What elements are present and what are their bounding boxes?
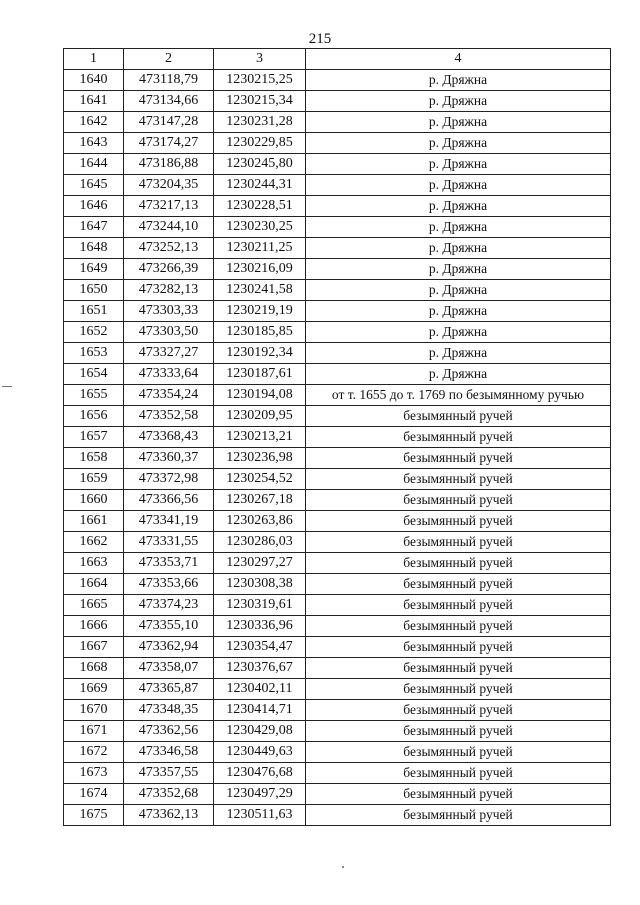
table-row bbox=[64, 637, 611, 658]
y-coordinate-cell: 1230297,27 bbox=[214, 553, 306, 574]
table-row bbox=[64, 343, 611, 364]
x-coordinate-cell: 473368,43 bbox=[124, 427, 214, 448]
table-row bbox=[64, 133, 611, 154]
description-cell: безымянный ручей bbox=[306, 805, 611, 826]
table-row bbox=[64, 532, 611, 553]
y-coordinate-cell: 1230476,68 bbox=[214, 763, 306, 784]
point-number-cell: 1659 bbox=[64, 469, 124, 490]
x-coordinate-cell: 473362,56 bbox=[124, 721, 214, 742]
table-row bbox=[64, 490, 611, 511]
description-cell: р. Дряжна bbox=[306, 301, 611, 322]
table-row bbox=[64, 448, 611, 469]
table-row bbox=[64, 616, 611, 637]
point-number-cell: 1650 bbox=[64, 280, 124, 301]
table-row bbox=[64, 553, 611, 574]
y-coordinate-cell: 1230308,38 bbox=[214, 574, 306, 595]
y-coordinate-cell: 1230414,71 bbox=[214, 700, 306, 721]
x-coordinate-cell: 473186,88 bbox=[124, 154, 214, 175]
point-number-cell: 1640 bbox=[64, 70, 124, 91]
table-row bbox=[64, 595, 611, 616]
point-number-cell: 1645 bbox=[64, 175, 124, 196]
column-header-4: 4 bbox=[306, 49, 611, 70]
point-number-cell: 1674 bbox=[64, 784, 124, 805]
description-cell: р. Дряжна bbox=[306, 217, 611, 238]
y-coordinate-cell: 1230402,11 bbox=[214, 679, 306, 700]
point-number-cell: 1651 bbox=[64, 301, 124, 322]
description-cell: безымянный ручей bbox=[306, 532, 611, 553]
point-number-cell: 1656 bbox=[64, 406, 124, 427]
table-row bbox=[64, 721, 611, 742]
description-cell: р. Дряжна bbox=[306, 364, 611, 385]
column-header-1: 1 bbox=[64, 49, 124, 70]
description-cell: безымянный ручей bbox=[306, 763, 611, 784]
point-number-cell: 1648 bbox=[64, 238, 124, 259]
point-number-cell: 1665 bbox=[64, 595, 124, 616]
table-row bbox=[64, 469, 611, 490]
x-coordinate-cell: 473352,58 bbox=[124, 406, 214, 427]
description-cell: безымянный ручей bbox=[306, 448, 611, 469]
point-number-cell: 1663 bbox=[64, 553, 124, 574]
y-coordinate-cell: 1230511,63 bbox=[214, 805, 306, 826]
y-coordinate-cell: 1230267,18 bbox=[214, 490, 306, 511]
table-row bbox=[64, 217, 611, 238]
point-number-cell: 1670 bbox=[64, 700, 124, 721]
point-number-cell: 1658 bbox=[64, 448, 124, 469]
point-number-cell: 1673 bbox=[64, 763, 124, 784]
table-row bbox=[64, 322, 611, 343]
x-coordinate-cell: 473217,13 bbox=[124, 196, 214, 217]
table-row bbox=[64, 763, 611, 784]
x-coordinate-cell: 473303,33 bbox=[124, 301, 214, 322]
point-number-cell: 1662 bbox=[64, 532, 124, 553]
y-coordinate-cell: 1230187,61 bbox=[214, 364, 306, 385]
x-coordinate-cell: 473374,23 bbox=[124, 595, 214, 616]
y-coordinate-cell: 1230211,25 bbox=[214, 238, 306, 259]
description-cell: безымянный ручей bbox=[306, 742, 611, 763]
description-cell: р. Дряжна bbox=[306, 175, 611, 196]
point-number-cell: 1647 bbox=[64, 217, 124, 238]
description-cell: безымянный ручей bbox=[306, 637, 611, 658]
y-coordinate-cell: 1230449,63 bbox=[214, 742, 306, 763]
table-row bbox=[64, 154, 611, 175]
point-number-cell: 1642 bbox=[64, 112, 124, 133]
table-row bbox=[64, 427, 611, 448]
x-coordinate-cell: 473244,10 bbox=[124, 217, 214, 238]
y-coordinate-cell: 1230286,03 bbox=[214, 532, 306, 553]
scan-dot bbox=[342, 866, 344, 868]
point-number-cell: 1669 bbox=[64, 679, 124, 700]
x-coordinate-cell: 473346,58 bbox=[124, 742, 214, 763]
y-coordinate-cell: 1230263,86 bbox=[214, 511, 306, 532]
description-cell: безымянный ручей bbox=[306, 721, 611, 742]
description-cell: р. Дряжна bbox=[306, 196, 611, 217]
x-coordinate-cell: 473331,55 bbox=[124, 532, 214, 553]
point-number-cell: 1668 bbox=[64, 658, 124, 679]
description-cell: безымянный ручей bbox=[306, 595, 611, 616]
x-coordinate-cell: 473348,35 bbox=[124, 700, 214, 721]
margin-mark bbox=[2, 386, 12, 387]
y-coordinate-cell: 1230254,52 bbox=[214, 469, 306, 490]
table-row bbox=[64, 259, 611, 280]
page-number: 215 bbox=[308, 31, 332, 47]
table-row bbox=[64, 784, 611, 805]
table-row bbox=[64, 574, 611, 595]
description-cell: р. Дряжна bbox=[306, 322, 611, 343]
x-coordinate-cell: 473353,66 bbox=[124, 574, 214, 595]
table-row bbox=[64, 112, 611, 133]
table-row bbox=[64, 175, 611, 196]
x-coordinate-cell: 473362,94 bbox=[124, 637, 214, 658]
table-row bbox=[64, 658, 611, 679]
x-coordinate-cell: 473360,37 bbox=[124, 448, 214, 469]
y-coordinate-cell: 1230194,08 bbox=[214, 385, 306, 406]
y-coordinate-cell: 1230429,08 bbox=[214, 721, 306, 742]
x-coordinate-cell: 473341,19 bbox=[124, 511, 214, 532]
point-number-cell: 1664 bbox=[64, 574, 124, 595]
point-number-cell: 1646 bbox=[64, 196, 124, 217]
table-body bbox=[64, 70, 611, 826]
table-row bbox=[64, 301, 611, 322]
x-coordinate-cell: 473372,98 bbox=[124, 469, 214, 490]
coordinates-table bbox=[63, 48, 611, 826]
description-cell: р. Дряжна bbox=[306, 238, 611, 259]
point-number-cell: 1641 bbox=[64, 91, 124, 112]
column-header-3: 3 bbox=[214, 49, 306, 70]
y-coordinate-cell: 1230219,19 bbox=[214, 301, 306, 322]
x-coordinate-cell: 473333,64 bbox=[124, 364, 214, 385]
description-cell: р. Дряжна bbox=[306, 154, 611, 175]
description-cell: р. Дряжна bbox=[306, 343, 611, 364]
point-number-cell: 1644 bbox=[64, 154, 124, 175]
column-header-2: 2 bbox=[124, 49, 214, 70]
point-number-cell: 1652 bbox=[64, 322, 124, 343]
description-cell: безымянный ручей bbox=[306, 784, 611, 805]
description-cell: р. Дряжна bbox=[306, 133, 611, 154]
table-row bbox=[64, 238, 611, 259]
description-cell: безымянный ручей bbox=[306, 616, 611, 637]
point-number-cell: 1661 bbox=[64, 511, 124, 532]
y-coordinate-cell: 1230230,25 bbox=[214, 217, 306, 238]
y-coordinate-cell: 1230215,25 bbox=[214, 70, 306, 91]
description-cell: безымянный ручей bbox=[306, 490, 611, 511]
description-cell: р. Дряжна bbox=[306, 112, 611, 133]
point-number-cell: 1675 bbox=[64, 805, 124, 826]
y-coordinate-cell: 1230229,85 bbox=[214, 133, 306, 154]
table-row bbox=[64, 700, 611, 721]
y-coordinate-cell: 1230185,85 bbox=[214, 322, 306, 343]
y-coordinate-cell: 1230244,31 bbox=[214, 175, 306, 196]
table-row bbox=[64, 511, 611, 532]
x-coordinate-cell: 473147,28 bbox=[124, 112, 214, 133]
point-number-cell: 1672 bbox=[64, 742, 124, 763]
y-coordinate-cell: 1230376,67 bbox=[214, 658, 306, 679]
x-coordinate-cell: 473366,56 bbox=[124, 490, 214, 511]
x-coordinate-cell: 473355,10 bbox=[124, 616, 214, 637]
y-coordinate-cell: 1230215,34 bbox=[214, 91, 306, 112]
point-number-cell: 1654 bbox=[64, 364, 124, 385]
x-coordinate-cell: 473358,07 bbox=[124, 658, 214, 679]
x-coordinate-cell: 473266,39 bbox=[124, 259, 214, 280]
x-coordinate-cell: 473282,13 bbox=[124, 280, 214, 301]
point-number-cell: 1671 bbox=[64, 721, 124, 742]
description-cell: р. Дряжна bbox=[306, 280, 611, 301]
point-number-cell: 1657 bbox=[64, 427, 124, 448]
x-coordinate-cell: 473174,27 bbox=[124, 133, 214, 154]
y-coordinate-cell: 1230192,34 bbox=[214, 343, 306, 364]
table-header-row bbox=[64, 49, 611, 70]
x-coordinate-cell: 473303,50 bbox=[124, 322, 214, 343]
point-number-cell: 1667 bbox=[64, 637, 124, 658]
description-cell: р. Дряжна bbox=[306, 91, 611, 112]
x-coordinate-cell: 473252,13 bbox=[124, 238, 214, 259]
y-coordinate-cell: 1230354,47 bbox=[214, 637, 306, 658]
y-coordinate-cell: 1230319,61 bbox=[214, 595, 306, 616]
x-coordinate-cell: 473118,79 bbox=[124, 70, 214, 91]
y-coordinate-cell: 1230241,58 bbox=[214, 280, 306, 301]
y-coordinate-cell: 1230497,29 bbox=[214, 784, 306, 805]
description-cell: безымянный ручей bbox=[306, 700, 611, 721]
description-cell: безымянный ручей bbox=[306, 511, 611, 532]
y-coordinate-cell: 1230245,80 bbox=[214, 154, 306, 175]
y-coordinate-cell: 1230209,95 bbox=[214, 406, 306, 427]
description-cell: р. Дряжна bbox=[306, 259, 611, 280]
table-row bbox=[64, 742, 611, 763]
x-coordinate-cell: 473365,87 bbox=[124, 679, 214, 700]
x-coordinate-cell: 473362,13 bbox=[124, 805, 214, 826]
table-row bbox=[64, 280, 611, 301]
x-coordinate-cell: 473327,27 bbox=[124, 343, 214, 364]
x-coordinate-cell: 473357,55 bbox=[124, 763, 214, 784]
y-coordinate-cell: 1230216,09 bbox=[214, 259, 306, 280]
description-cell: безымянный ручей bbox=[306, 679, 611, 700]
description-cell: безымянный ручей bbox=[306, 406, 611, 427]
description-cell: безымянный ручей bbox=[306, 469, 611, 490]
description-cell: безымянный ручей bbox=[306, 574, 611, 595]
y-coordinate-cell: 1230236,98 bbox=[214, 448, 306, 469]
point-number-cell: 1653 bbox=[64, 343, 124, 364]
description-cell: от т. 1655 до т. 1769 по безымянному ручью bbox=[306, 385, 611, 406]
point-number-cell: 1660 bbox=[64, 490, 124, 511]
description-cell: р. Дряжна bbox=[306, 70, 611, 91]
x-coordinate-cell: 473353,71 bbox=[124, 553, 214, 574]
table-row bbox=[64, 364, 611, 385]
table-row bbox=[64, 805, 611, 826]
y-coordinate-cell: 1230228,51 bbox=[214, 196, 306, 217]
y-coordinate-cell: 1230336,96 bbox=[214, 616, 306, 637]
description-cell: безымянный ручей bbox=[306, 658, 611, 679]
description-cell: безымянный ручей bbox=[306, 553, 611, 574]
x-coordinate-cell: 473204,35 bbox=[124, 175, 214, 196]
table-row bbox=[64, 196, 611, 217]
description-cell: безымянный ручей bbox=[306, 427, 611, 448]
x-coordinate-cell: 473352,68 bbox=[124, 784, 214, 805]
y-coordinate-cell: 1230213,21 bbox=[214, 427, 306, 448]
x-coordinate-cell: 473354,24 bbox=[124, 385, 214, 406]
table-row bbox=[64, 70, 611, 91]
point-number-cell: 1666 bbox=[64, 616, 124, 637]
y-coordinate-cell: 1230231,28 bbox=[214, 112, 306, 133]
table-row bbox=[64, 406, 611, 427]
table-row bbox=[64, 679, 611, 700]
table-row bbox=[64, 385, 611, 406]
table-row bbox=[64, 91, 611, 112]
x-coordinate-cell: 473134,66 bbox=[124, 91, 214, 112]
point-number-cell: 1655 bbox=[64, 385, 124, 406]
point-number-cell: 1649 bbox=[64, 259, 124, 280]
point-number-cell: 1643 bbox=[64, 133, 124, 154]
